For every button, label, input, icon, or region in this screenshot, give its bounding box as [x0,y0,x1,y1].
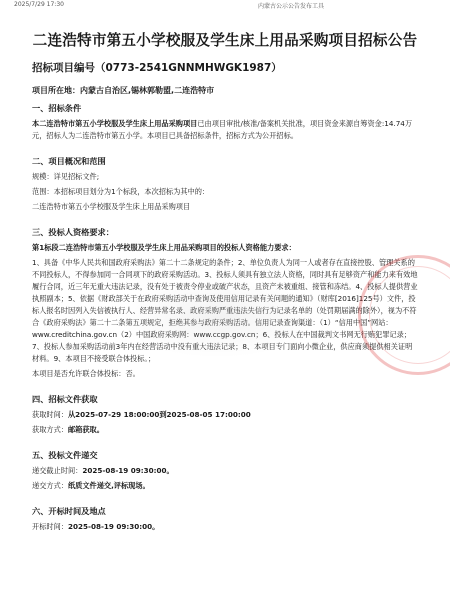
project-number: 招标项目编号（0773-2541GNNMHWGK1987） [32,62,282,74]
doc-obtain-method: 获取方式：邮箱获取。 [32,425,104,434]
section-1-body: 本二连浩特市第五小学校服及学生床上用品采购项目已由项目审批/核准/备案机关批准，项目资金来源自筹资金:14.74万元，招标人为二连浩特市第五小学。本项目已具备招标条件，招标方式为公开招标。 [32,119,413,140]
lot-name: 二连浩特市第五小学校服及学生床上用品采购项目 [32,202,191,211]
section-heading-4: 四、招标文件获取 [32,394,98,404]
bid-deadline: 递交截止时间：2025-08-19 09:30:00。 [32,466,174,475]
doc-obtain-time: 获取时间：从2025-07-29 18:00:00到2025-08-05 17:00:00 [32,410,251,419]
scope-text: 范围：本招标项目划分为1个标段，本次招标为其中的： [32,187,210,196]
bid-submit-method: 递交方式：纸质文件递交,评标现场。 [32,481,150,490]
print-site-name: 内蒙古公示公告发布工具 [257,3,324,10]
section-heading-1: 一、招标条件 [32,103,82,113]
bid-opening-time: 开标时间：2025-08-19 09:30:00。 [32,522,160,531]
print-timestamp: 2025/7/29 17:30 [14,1,64,8]
section-heading-2: 二、项目概况和范围 [32,156,106,166]
qualification-requirements: 1、具备《中华人民共和国政府采购法》第二十二条规定的条件；2、单位负责人为同一人或者存在直接控股、管理关系的不同投标人，不得参加同一合同项下的政府采购活动。3、投标人须具有独立法人资格，同时具有足够资产和能力来有效地履行合同，近三年无重大违法记录，没有处于被责令停业或破产状态，且资产未被重组、接管和冻结。4、投标人提供营业执照副本；5、依据《财政部关于在政府采购活动中查询及使用信用记录有关问题的通知》（财库[2016]125号）文件，投标人报名时因列入失信被执行人、经营异常名录、政府采购严重违法失信行为记录名单的（处罚期届满的除外），视为不符合《政府采购法》第二十二条第五项规定，拒绝其参与政府采购活动。信用记录查询渠道：（1）“信用中国”网站：www.creditchina.gov.cn（2）中国政府采购网：www.ccgp.gov.cn；6、投标人在中国裁判文书网无行贿犯罪记录；7、投标人参加采购活动前3年内在经营活动中没有重大违法记录；8、本项目专门面向小微企业，供应商须提供相关证明材料。9、本项目不接受联合体投标。； [32,258,418,363]
scale-text: 规模：详见招标文件; [32,172,100,181]
page-title: 二连浩特市第五小学校服及学生床上用品采购项目招标公告 [32,32,418,49]
section-heading-6: 六、开标时间及地点 [32,506,106,516]
consortium-note: 本项目是否允许联合体投标：否。 [32,369,140,378]
print-header [0,0,450,11]
faint-watermark [118,278,318,358]
section-heading-5: 五、投标文件递交 [32,450,98,460]
section-heading-3: 三、投标人资格要求： [32,227,114,237]
project-location: 项目所在地：内蒙古自治区,锡林郭勒盟,二连浩特市 [32,86,215,95]
lot-qualification-heading: 第1标段二连浩特市第五小学校服及学生床上用品采购项目的投标人资格能力要求： [32,243,296,252]
